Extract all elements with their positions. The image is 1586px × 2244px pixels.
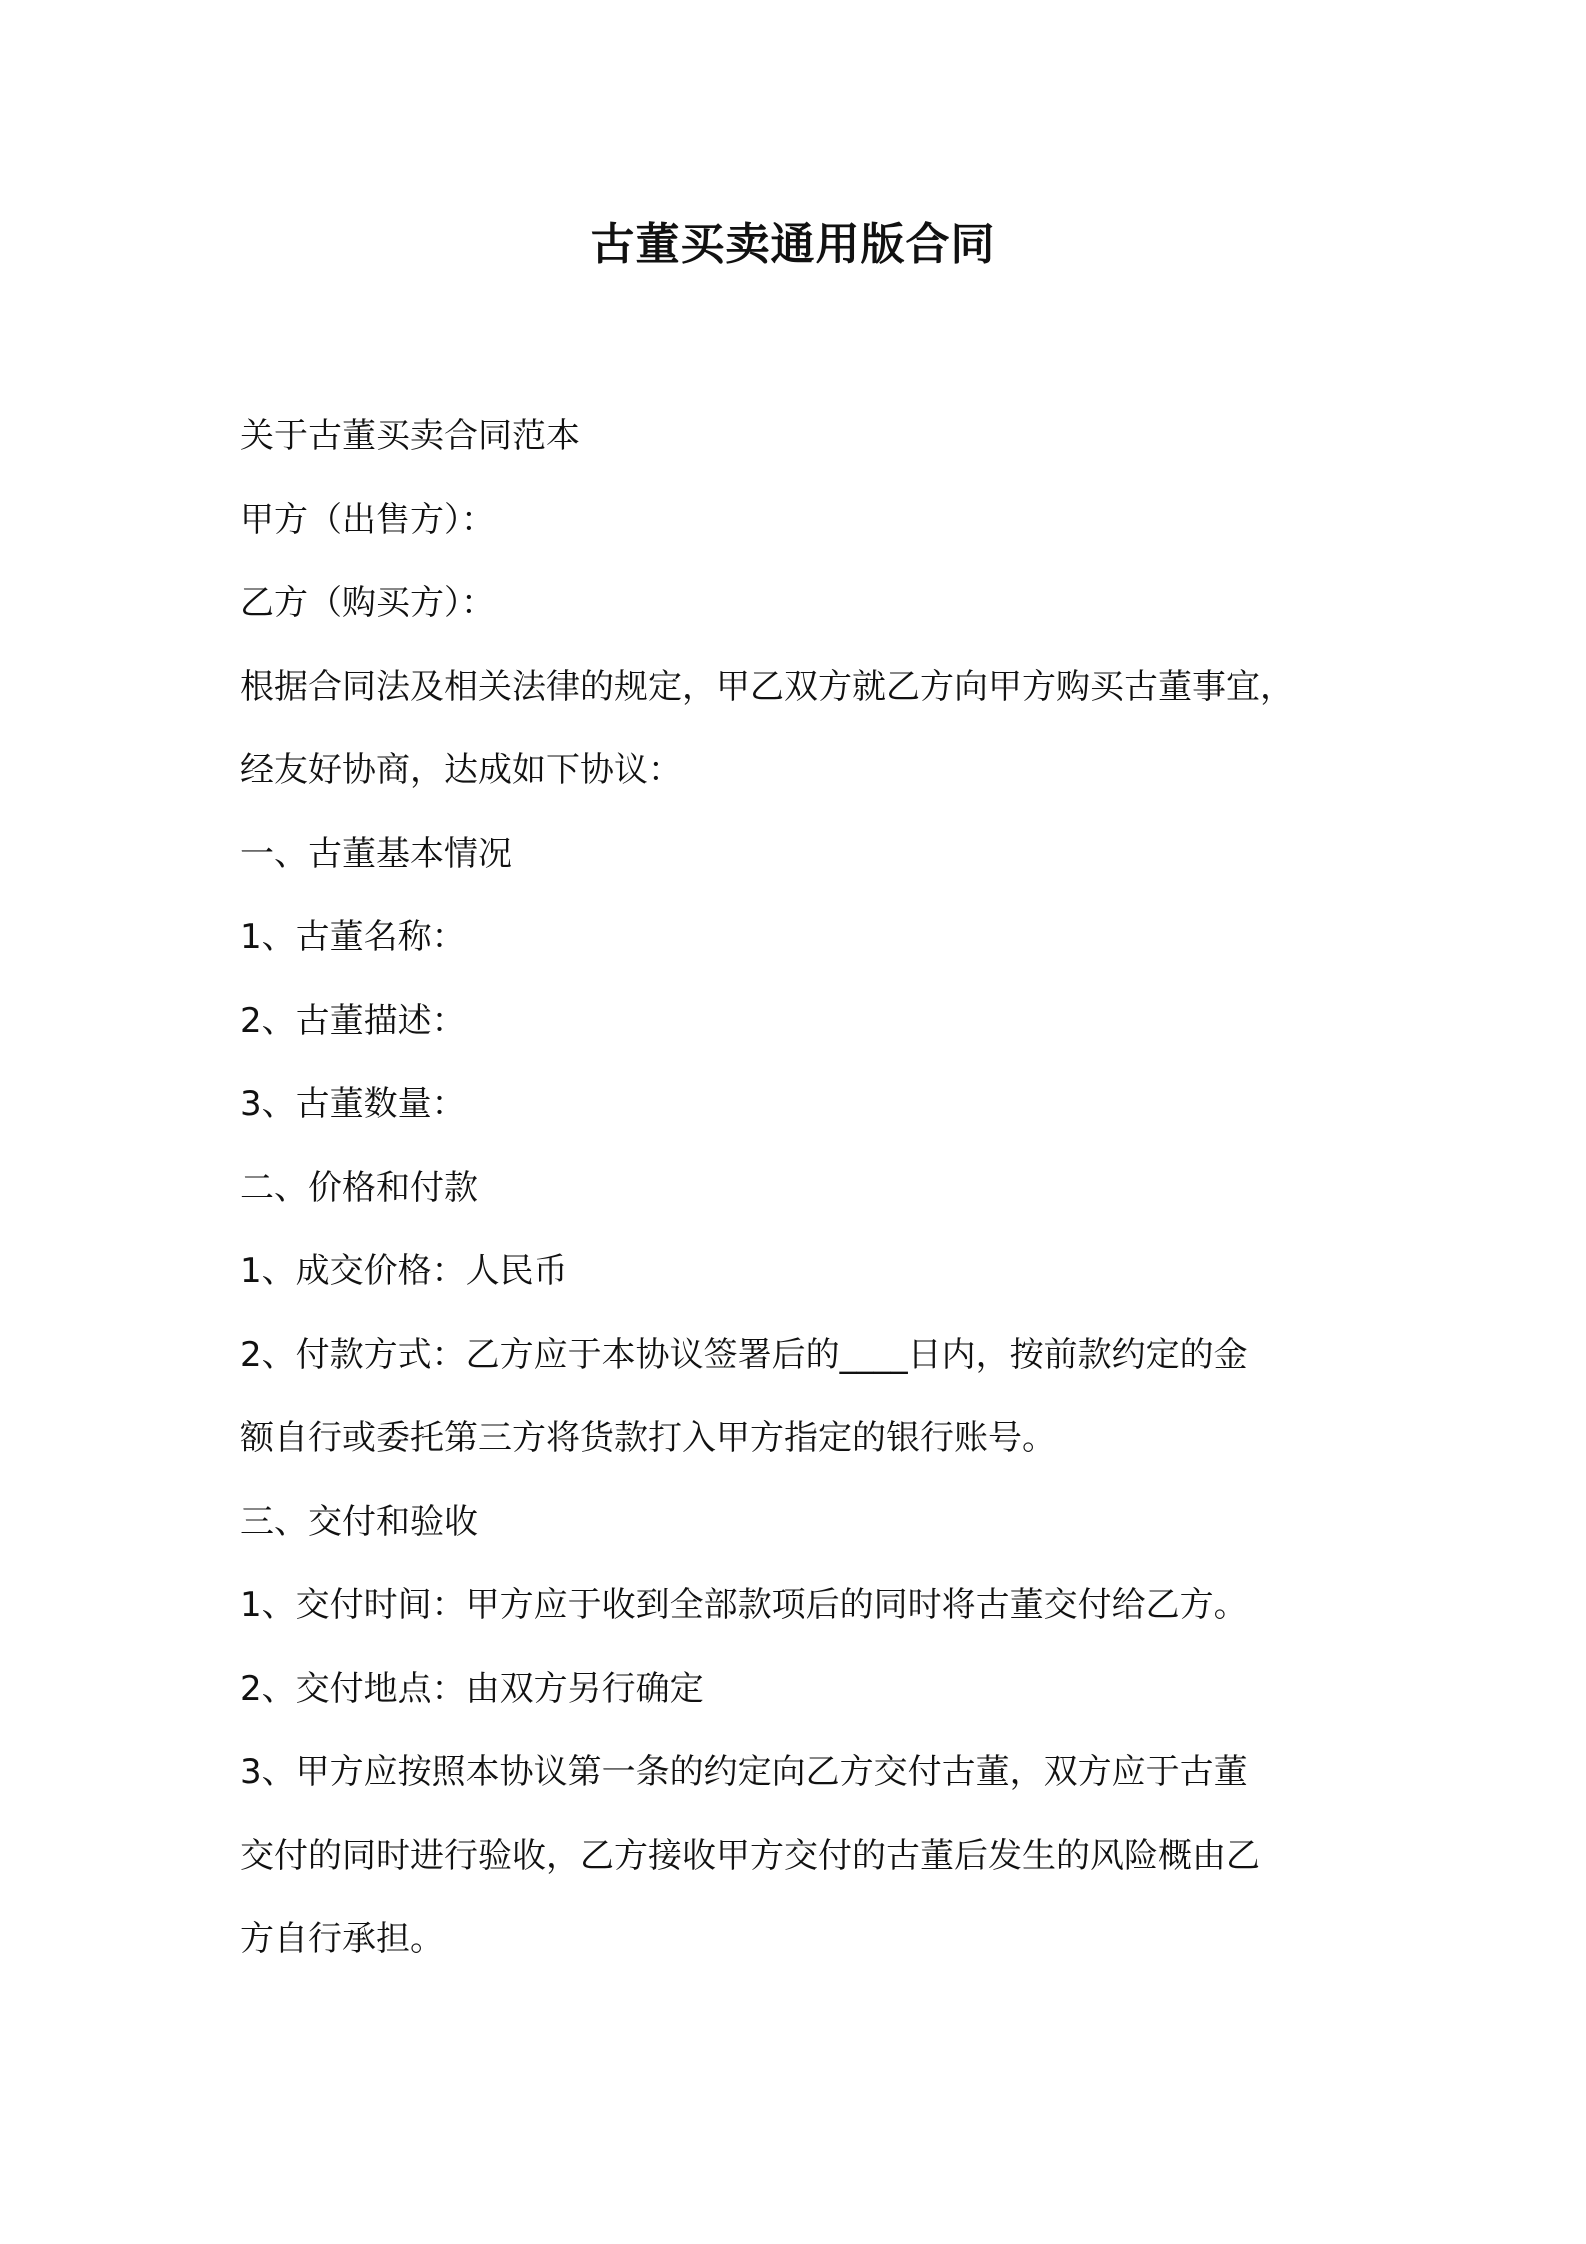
clause-3-3-line-2: 交付的同时进行验收，乙方接收甲方交付的古董后发生的风险概由乙 <box>240 1835 1260 1876</box>
clause-3-1: 1、交付时间：甲方应于收到全部款项后的同时将古董交付给乙方。 <box>240 1585 1248 1625</box>
party-b-line: 乙方（购买方）： <box>240 583 495 623</box>
party-a-line: 甲方（出售方）： <box>240 499 495 540</box>
clause-3-3-line-1: 3、甲方应按照本协议第一条的约定向乙方交付古董，双方应于古董 <box>240 1752 1248 1792</box>
preamble-line-2: 经友好协商，达成如下协议： <box>240 750 682 790</box>
document-body <box>240 395 1370 1982</box>
preamble-line-1: 根据合同法及相关法律的规定，甲乙双方就乙方向甲方购买古董事宜， <box>240 666 1294 707</box>
section-2-heading: 二、价格和付款 <box>240 1167 478 1208</box>
clause-3-2: 2、交付地点：由双方另行确定 <box>240 1668 704 1709</box>
clause-2-1: 1、成交价格：人民币 <box>240 1251 568 1291</box>
clause-1-2: 2、古董描述： <box>240 1000 466 1041</box>
clause-2-2-line-2: 额自行或委托第三方将货款打入甲方指定的银行账号。 <box>240 1418 1056 1458</box>
clause-2-2-line-1: 2、付款方式：乙方应于本协议签署后的____日内，按前款约定的金 <box>240 1334 1248 1375</box>
section-1-heading: 一、古董基本情况 <box>240 833 512 874</box>
document-title: 古董买卖通用版合同 <box>590 219 996 270</box>
section-heading-template: 关于古董买卖合同范本 <box>240 416 580 456</box>
section-3-heading: 三、交付和验收 <box>240 1501 478 1542</box>
clause-1-3: 3、古董数量： <box>240 1084 466 1124</box>
clause-1-1: 1、古董名称： <box>240 917 466 957</box>
clause-3-3-line-3: 方自行承担。 <box>240 1919 444 1959</box>
